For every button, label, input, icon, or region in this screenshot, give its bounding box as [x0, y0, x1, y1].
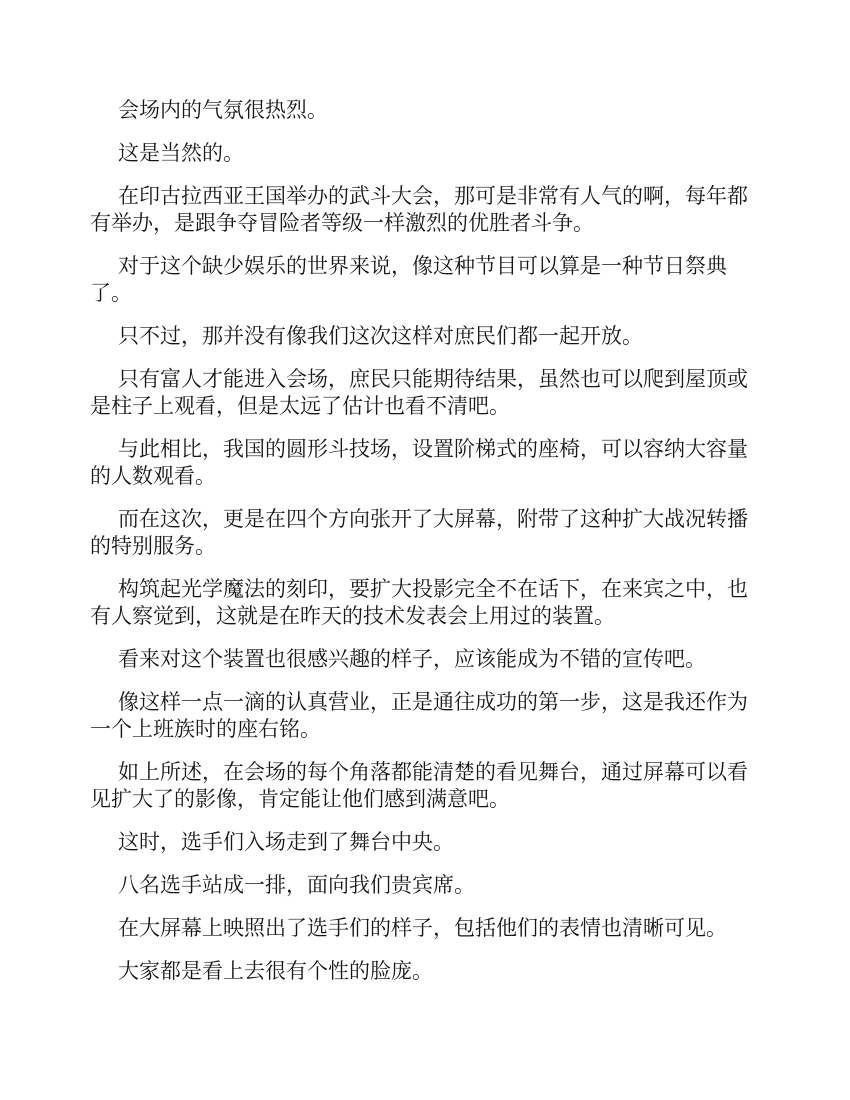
paragraph: 大家都是看上去很有个性的脸庞。: [118, 959, 433, 983]
paragraph: 只有富人才能进入会场，庶民只能期待结果，虽然也可以爬到屋顶或是柱子上观看，但是太远了估计也看不清吧。: [90, 367, 748, 418]
paragraph: 在印古拉西亚王国举办的武斗大会，那可是非常有人气的啊，每年都有举办，是跟争夺冒险者等级一样激烈的优胜者斗争。: [90, 184, 748, 235]
document-text: [90, 97, 752, 985]
paragraph: 与此相比，我国的圆形斗技场，设置阶梯式的座椅，可以容纳大容量的人数观看。: [90, 437, 748, 488]
paragraph: 像这样一点一滴的认真营业，正是通往成功的第一步，这是我还作为一个上班族时的座右铭。: [90, 690, 748, 741]
paragraph: 这时，选手们入场走到了舞台中央。: [118, 830, 454, 854]
paragraph: 会场内的气氛很热烈。: [118, 98, 328, 122]
paragraph: 八名选手站成一排，面向我们贵宾席。: [118, 873, 475, 897]
paragraph: 如上所述，在会场的每个角落都能清楚的看见舞台，通过屏幕可以看见扩大了的影像，肯定能让他们感到满意吧。: [90, 760, 748, 811]
paragraph: 看来对这个装置也很感兴趣的样子，应该能成为不错的宣传吧。: [118, 647, 706, 671]
paragraph: 而在这次，更是在四个方向张开了大屏幕，附带了这种扩大战况转播的特别服务。: [90, 507, 748, 558]
paragraph: 在大屏幕上映照出了选手们的样子，包括他们的表情也清晰可见。: [118, 916, 727, 940]
paragraph: 这是当然的。: [118, 141, 244, 165]
paragraph: 对于这个缺少娱乐的世界来说，像这种节目可以算是一种节日祭典了。: [90, 254, 727, 305]
paragraph: 构筑起光学魔法的刻印，要扩大投影完全不在话下，在来宾之中，也有人察觉到，这就是在昨天的技术发表会上用过的装置。: [90, 577, 748, 628]
paragraph: 只不过，那并没有像我们这次这样对庶民们都一起开放。: [118, 324, 643, 348]
